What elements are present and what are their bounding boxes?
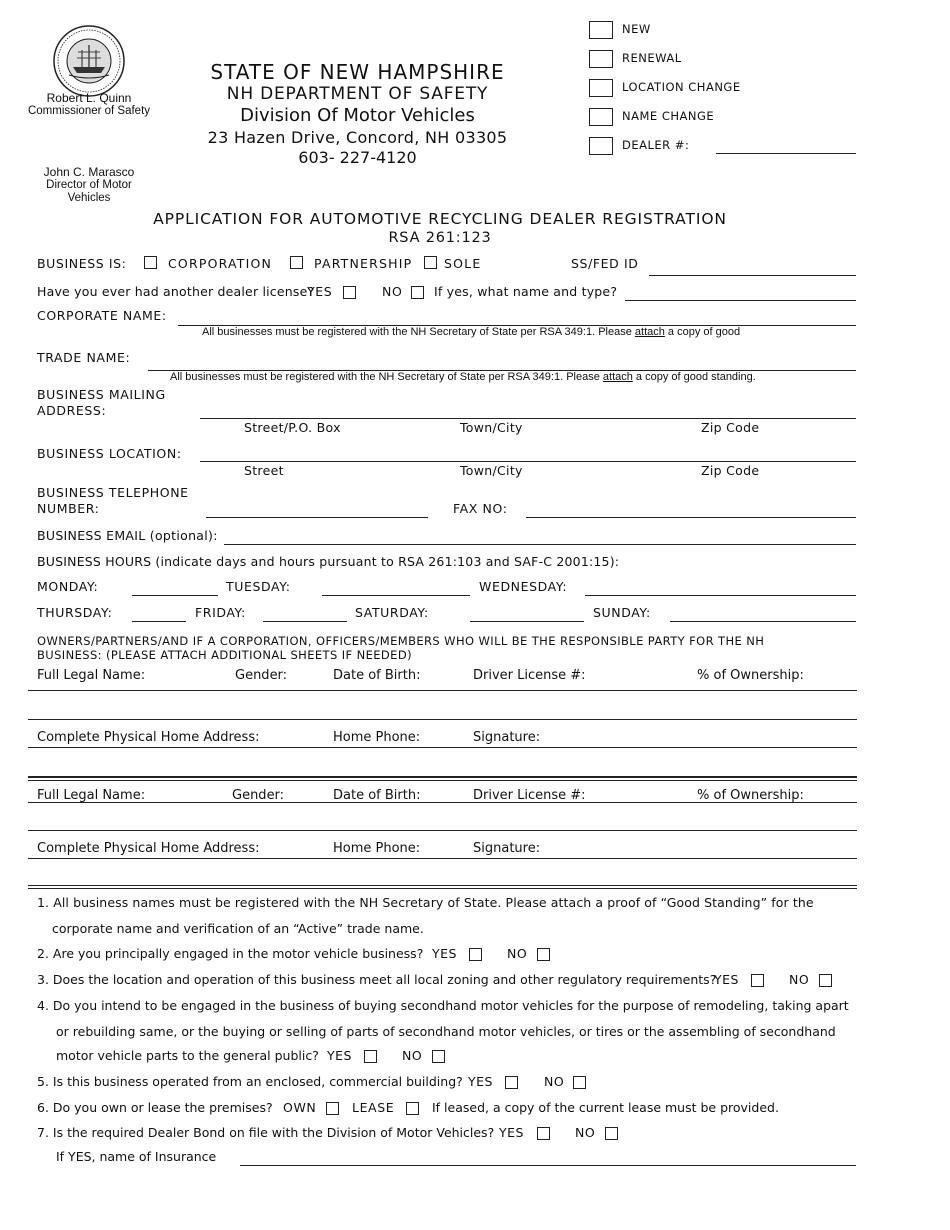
state-seal-icon — [53, 25, 125, 97]
location-zip-caption: Zip Code — [701, 463, 760, 478]
owner1-address-label: Complete Physical Home Address: — [37, 730, 260, 745]
mailing-address-label — [37, 387, 166, 419]
renewal-checkbox[interactable] — [589, 50, 613, 68]
q4-no-checkbox[interactable] — [432, 1050, 445, 1063]
q5-no-label: NO — [544, 1074, 565, 1089]
new-checkbox[interactable] — [589, 21, 613, 39]
q7-insurance-label: If YES, name of Insurance — [56, 1149, 217, 1164]
corporation-label: CORPORATION — [168, 256, 273, 271]
division-name: Division Of Motor Vehicles — [240, 105, 475, 126]
tuesday-hours-field[interactable] — [322, 595, 470, 596]
q5-yes-label: YES — [468, 1074, 493, 1089]
saturday-hours-field[interactable] — [470, 621, 584, 622]
partnership-label: PARTNERSHIP — [314, 256, 413, 271]
q2-yes-checkbox[interactable] — [469, 948, 482, 961]
telephone-label-line2: NUMBER: — [37, 501, 100, 516]
name-change-checkbox[interactable] — [589, 108, 613, 126]
q3-no-checkbox[interactable] — [819, 974, 832, 987]
agency-address: 23 Hazen Drive, Concord, NH 03305 — [207, 128, 508, 147]
corporation-checkbox[interactable] — [144, 256, 157, 269]
fax-field[interactable] — [526, 517, 856, 518]
sole-label: SOLE — [444, 256, 482, 271]
trade-note-end: a copy of good standing. — [635, 371, 756, 383]
owner2-phone-label: Home Phone: — [333, 841, 421, 856]
department-name: NH DEPARTMENT OF SAFETY — [226, 84, 489, 104]
owner-separator-2 — [28, 780, 857, 781]
fax-label: FAX NO: — [453, 501, 508, 516]
owner2-line-3 — [28, 858, 857, 859]
owner1-dob-label: Date of Birth: — [333, 668, 421, 683]
wednesday-label: WEDNESDAY: — [479, 579, 568, 594]
q7-no-label: NO — [575, 1125, 596, 1140]
thursday-hours-field[interactable] — [132, 621, 186, 622]
mailing-zip-caption: Zip Code — [701, 420, 760, 435]
owner1-name-label: Full Legal Name: — [37, 668, 146, 683]
question-7: 7. Is the required Dealer Bond on file with the Division of Motor Vehicles? — [37, 1125, 495, 1140]
corporate-name-note — [202, 326, 740, 338]
q6-lease-label: LEASE — [352, 1100, 395, 1115]
question-2: 2. Are you principally engaged in the motor vehicle business? — [37, 946, 424, 961]
commissioner-title: Commissioner of Safety — [27, 105, 151, 117]
commissioner-block — [24, 92, 154, 118]
monday-hours-field[interactable] — [132, 595, 218, 596]
state-name: STATE OF NEW HAMPSHIRE — [210, 60, 505, 84]
owner2-entry-line[interactable] — [28, 830, 857, 831]
business-telephone-field[interactable] — [206, 517, 428, 518]
owner1-ownership-label: % of Ownership: — [697, 668, 804, 683]
ss-fed-id-field[interactable] — [649, 275, 856, 276]
question-4-line3: motor vehicle parts to the general public? — [56, 1048, 319, 1063]
mailing-street-caption: Street/P.O. Box — [244, 420, 341, 435]
partnership-checkbox[interactable] — [290, 256, 303, 269]
trade-name-note — [170, 371, 756, 383]
owner1-line-3 — [28, 747, 857, 748]
q7-yes-label: YES — [499, 1125, 524, 1140]
business-location-label: BUSINESS LOCATION: — [37, 446, 182, 461]
dealer-number-checkbox[interactable] — [589, 137, 613, 155]
sole-checkbox[interactable] — [424, 256, 437, 269]
owner2-name-label: Full Legal Name: — [37, 788, 146, 803]
q2-no-checkbox[interactable] — [537, 948, 550, 961]
owner2-line-1 — [28, 802, 857, 803]
dealer-number-field[interactable] — [716, 153, 856, 154]
owner2-separator-1 — [28, 885, 857, 886]
dealer-number-label: DEALER #: — [622, 138, 690, 152]
corporate-note-attach: attach — [634, 326, 665, 338]
q4-yes-label: YES — [327, 1048, 352, 1063]
business-email-field[interactable] — [224, 544, 856, 545]
dealer-license-no-checkbox[interactable] — [411, 286, 424, 299]
thursday-label: THURSDAY: — [37, 605, 113, 620]
dealer-license-yes-label: YES — [307, 284, 333, 299]
q3-yes-checkbox[interactable] — [751, 974, 764, 987]
question-1-line1: 1. All business names must be registered with the NH Secretary of State. Please attach a proof of “Good Standing” for the — [37, 895, 814, 910]
renewal-label: RENEWAL — [622, 51, 682, 65]
dealer-license-name-field[interactable] — [625, 300, 856, 301]
saturday-label: SATURDAY: — [355, 605, 429, 620]
mailing-label-line2: ADDRESS: — [37, 403, 107, 418]
agency-phone: 603- 227-4120 — [298, 148, 417, 167]
trade-note-attach: attach — [602, 371, 633, 383]
question-4-line1: 4. Do you intend to be engaged in the business of buying secondhand motor vehicles for the purpose of remodeling, taking apart — [37, 998, 849, 1013]
dealer-license-no-label: NO — [382, 284, 403, 299]
owners-heading — [37, 634, 764, 662]
mailing-address-field[interactable] — [200, 418, 856, 419]
question-5: 5. Is this business operated from an enclosed, commercial building? — [37, 1074, 463, 1089]
q7-yes-checkbox[interactable] — [537, 1127, 550, 1140]
location-street-caption: Street — [244, 463, 284, 478]
new-label: NEW — [622, 22, 651, 36]
director-title: Director of Motor Vehicles — [46, 179, 132, 204]
business-email-label: BUSINESS EMAIL (optional): — [37, 528, 218, 543]
q2-no-label: NO — [507, 946, 528, 961]
corporate-note-end: a copy of good — [667, 326, 741, 338]
owner1-license-label: Driver License #: — [473, 668, 586, 683]
location-town-caption: Town/City — [460, 463, 523, 478]
agency-header — [160, 60, 555, 168]
owner2-license-label: Driver License #: — [473, 788, 586, 803]
corporate-note-text: All businesses must be registered with the NH Secretary of State per RSA 349:1. Please — [202, 326, 632, 338]
tuesday-label: TUESDAY: — [226, 579, 291, 594]
location-change-label: LOCATION CHANGE — [622, 80, 741, 94]
monday-label: MONDAY: — [37, 579, 99, 594]
director-block — [24, 166, 154, 205]
corporate-name-label: CORPORATE NAME: — [37, 308, 167, 323]
business-telephone-label — [37, 485, 189, 517]
owner-separator-1 — [28, 776, 857, 778]
q3-yes-label: YES — [714, 972, 739, 987]
owner2-signature-label: Signature: — [473, 841, 541, 856]
owner1-entry-line[interactable] — [28, 719, 857, 720]
trade-name-label: TRADE NAME: — [37, 350, 131, 365]
owner1-phone-label: Home Phone: — [333, 730, 421, 745]
friday-hours-field[interactable] — [263, 621, 347, 622]
owner1-signature-label: Signature: — [473, 730, 541, 745]
owners-heading-line2: BUSINESS: (PLEASE ATTACH ADDITIONAL SHEETS IF NEEDED) — [37, 648, 412, 662]
telephone-label-line1: BUSINESS TELEPHONE — [37, 485, 189, 500]
question-3: 3. Does the location and operation of this business meet all local zoning and other regulatory requirements? — [37, 972, 717, 987]
business-location-field[interactable] — [200, 461, 856, 462]
owner1-line-1 — [28, 690, 857, 691]
wednesday-hours-field[interactable] — [585, 595, 856, 596]
q5-yes-checkbox[interactable] — [505, 1076, 518, 1089]
form-rsa: RSA 261:123 — [388, 230, 492, 246]
sunday-label: SUNDAY: — [593, 605, 651, 620]
owner2-dob-label: Date of Birth: — [333, 788, 421, 803]
business-is-label: BUSINESS IS: — [37, 256, 127, 271]
mailing-label-line1: BUSINESS MAILING — [37, 387, 166, 402]
friday-label: FRIDAY: — [195, 605, 246, 620]
form-title: APPLICATION FOR AUTOMOTIVE RECYCLING DEALER REGISTRATION — [153, 210, 727, 228]
sunday-hours-field[interactable] — [670, 621, 856, 622]
q6-own-checkbox[interactable] — [326, 1102, 339, 1115]
owner2-gender-label: Gender: — [232, 788, 285, 803]
q4-yes-checkbox[interactable] — [364, 1050, 377, 1063]
mailing-town-caption: Town/City — [460, 420, 523, 435]
owners-heading-line1: OWNERS/PARTNERS/AND IF A CORPORATION, OFFICERS/MEMBERS WHO WILL BE THE RESPONSIBLE PARTY FOR THE NH — [37, 634, 765, 648]
q7-insurance-field[interactable] — [240, 1165, 856, 1166]
q3-no-label: NO — [789, 972, 810, 987]
owner2-address-label: Complete Physical Home Address: — [37, 841, 260, 856]
owner2-ownership-label: % of Ownership: — [697, 788, 804, 803]
question-6: 6. Do you own or lease the premises? — [37, 1100, 273, 1115]
dealer-license-if-yes: If yes, what name and type? — [434, 284, 618, 299]
commissioner-name: Robert L. Quinn — [46, 91, 132, 105]
q2-yes-label: YES — [432, 946, 457, 961]
owner2-separator-2 — [28, 888, 857, 889]
q5-no-checkbox[interactable] — [573, 1076, 586, 1089]
q6-lease-checkbox[interactable] — [406, 1102, 419, 1115]
location-change-checkbox[interactable] — [589, 79, 613, 97]
director-name: John C. Marasco — [43, 165, 135, 179]
q6-own-label: OWN — [283, 1100, 317, 1115]
trade-note-text: All businesses must be registered with the NH Secretary of State per RSA 349:1. Please — [170, 371, 600, 383]
name-change-label: NAME CHANGE — [622, 109, 715, 123]
q4-no-label: NO — [402, 1048, 423, 1063]
dealer-license-yes-checkbox[interactable] — [343, 286, 356, 299]
owner1-gender-label: Gender: — [235, 668, 288, 683]
business-hours-label: BUSINESS HOURS (indicate days and hours pursuant to RSA 261:103 and SAF-C 2001:15): — [37, 554, 620, 569]
q7-no-checkbox[interactable] — [605, 1127, 618, 1140]
dealer-license-question: Have you ever had another dealer license? — [37, 284, 315, 299]
q6-lease-note: If leased, a copy of the current lease must be provided. — [432, 1100, 779, 1115]
ss-fed-id-label: SS/FED ID — [571, 256, 639, 271]
question-1-line2: corporate name and verification of an “Active” trade name. — [52, 921, 424, 936]
question-4-line2: or rebuilding same, or the buying or selling of parts of secondhand motor vehicles, or tires or the assembling of secondhand — [56, 1024, 836, 1039]
